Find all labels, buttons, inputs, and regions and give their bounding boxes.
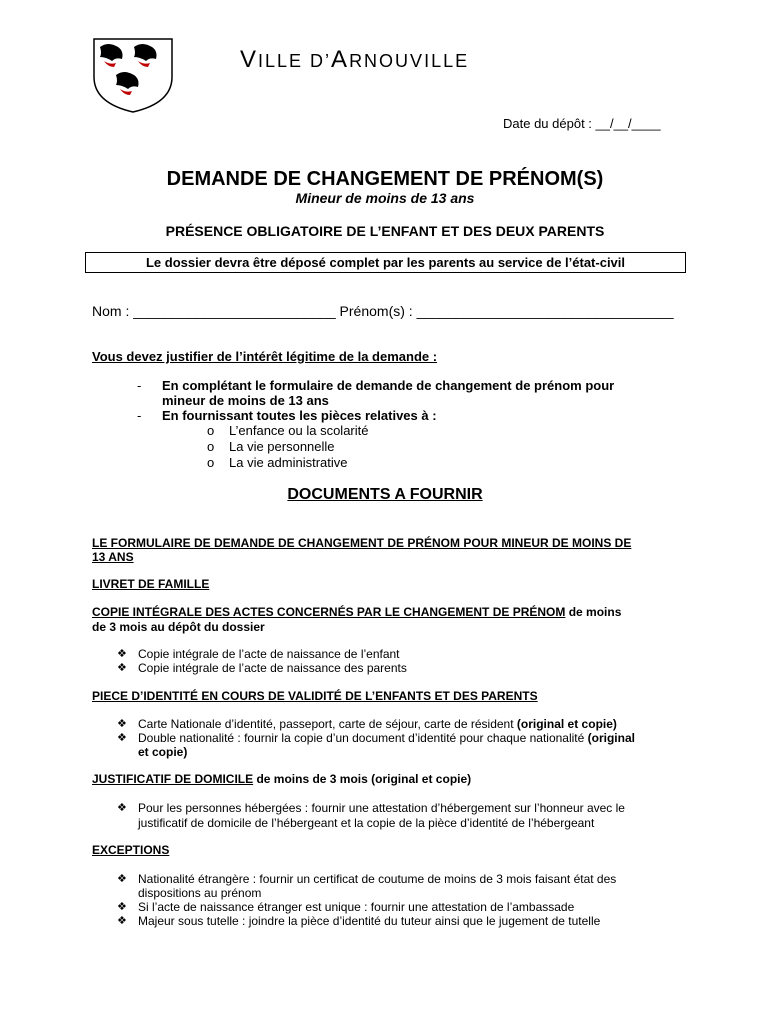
exception-item-3: Majeur sous tutelle : joindre la pièce d’identité du tuteur ainsi que le jugement de tutelle	[138, 914, 601, 928]
document-subtitle: Mineur de moins de 13 ans	[295, 190, 475, 206]
justify-subitem: La vie personnelle	[229, 439, 335, 454]
exception-item-1-line1: Nationalité étrangère : fournir un certificat de coutume de moins de 3 mois faisant état des	[138, 872, 617, 886]
name-firstname-line: Nom : __________________________ Prénom(s) : _________________________________	[92, 303, 674, 319]
exception-item-1-line2: dispositions au prénom	[138, 886, 262, 900]
town-name	[240, 46, 469, 74]
section-identite: PIECE D’IDENTITÉ EN COURS DE VALIDITÉ DE L’ENFANTS ET DES PARENTS	[92, 689, 538, 703]
town-name-initial2: A	[331, 46, 350, 73]
domicile-item-line1: Pour les personnes hébergées : fournir une attestation d’hébergement sur l’honneur avec le	[138, 801, 625, 815]
section-copie-line1	[92, 605, 621, 619]
dash-bullet: -	[137, 408, 142, 423]
circle-bullet: o	[207, 439, 215, 454]
deposit-date-field: Date du dépôt : __/__/____	[503, 116, 661, 131]
section-copie-line2: de 3 mois au dépôt du dossier	[92, 620, 265, 634]
justify-heading: Vous devez justifier de l’intérêt légitime de la demande :	[92, 349, 438, 364]
diamond-bullet-icon: ❖	[117, 873, 127, 885]
justify-item-2: En fournissant toutes les pièces relatives à :	[162, 408, 437, 423]
diamond-bullet-icon: ❖	[117, 732, 127, 744]
section-domicile-rest: de moins de 3 mois (original et copie)	[253, 772, 472, 786]
town-name-part2: RNOUVILLE	[349, 51, 470, 71]
section-domicile-title: JUSTIFICATIF DE DOMICILE	[92, 772, 254, 786]
exception-item-2: Si l’acte de naissance étranger est unique : fournir une attestation de l’ambassade	[138, 900, 575, 914]
town-name-part1: ILLE D’	[258, 51, 332, 71]
diamond-bullet-icon: ❖	[117, 915, 127, 927]
document-title: DEMANDE DE CHANGEMENT DE PRÉNOM(S)	[166, 168, 604, 190]
copie-item: Copie intégrale de l’acte de naissance des parents	[138, 661, 407, 675]
section-copie-title: COPIE INTÉGRALE DES ACTES CONCERNÉS PAR LE CHANGEMENT DE PRÉNOM	[92, 605, 566, 619]
section-copie-rest: de moins	[565, 605, 622, 619]
presence-notice: PRÉSENCE OBLIGATOIRE DE L’ENFANT ET DES DEUX PARENTS	[165, 223, 605, 239]
justify-item-1-line1: En complétant le formulaire de demande de changement de prénom pour	[162, 378, 615, 393]
justify-subitem: L’enfance ou la scolarité	[229, 423, 369, 438]
section-livret: LIVRET DE FAMILLE	[92, 577, 210, 591]
diamond-bullet-icon: ❖	[117, 802, 127, 814]
identite-item-2-text: Double nationalité : fournir la copie d’un document d’identité pour chaque nationalité	[138, 731, 588, 745]
section-exceptions: EXCEPTIONS	[92, 843, 170, 857]
copie-item: Copie intégrale de l’acte de naissance de l’enfant	[138, 647, 400, 661]
section-domicile	[92, 772, 471, 786]
diamond-bullet-icon: ❖	[117, 901, 127, 913]
town-crest-logo	[92, 37, 174, 113]
identite-item-1-text: Carte Nationale d’identité, passeport, carte de séjour, carte de résident	[138, 717, 517, 731]
identite-item-1-bold: (original et copie)	[516, 717, 617, 731]
identite-item-2	[138, 731, 635, 745]
boxed-notice: Le dossier devra être déposé complet par les parents au service de l’état-civil	[85, 252, 686, 273]
diamond-bullet-icon: ❖	[117, 648, 127, 660]
circle-bullet: o	[207, 455, 215, 470]
justify-item-1-line2: mineur de moins de 13 ans	[162, 393, 329, 408]
diamond-bullet-icon: ❖	[117, 662, 127, 674]
diamond-bullet-icon: ❖	[117, 718, 127, 730]
identite-item-2-bold: (original	[587, 731, 635, 745]
documents-heading: DOCUMENTS A FOURNIR	[287, 486, 483, 503]
identite-item-2-line2: et copie)	[138, 745, 188, 759]
section-formulaire-line1: LE FORMULAIRE DE DEMANDE DE CHANGEMENT DE PRÉNOM POUR MINEUR DE MOINS DE	[92, 536, 632, 550]
identite-item-1	[138, 717, 617, 731]
circle-bullet: o	[207, 423, 215, 438]
section-formulaire-line2: 13 ANS	[92, 550, 134, 564]
dash-bullet: -	[137, 378, 142, 393]
town-name-initial: V	[240, 46, 259, 73]
justify-subitem: La vie administrative	[229, 455, 348, 470]
domicile-item-line2: justificatif de domicile de l’hébergeant et la copie de la pièce d’identité de l’hébergeant	[138, 816, 595, 830]
